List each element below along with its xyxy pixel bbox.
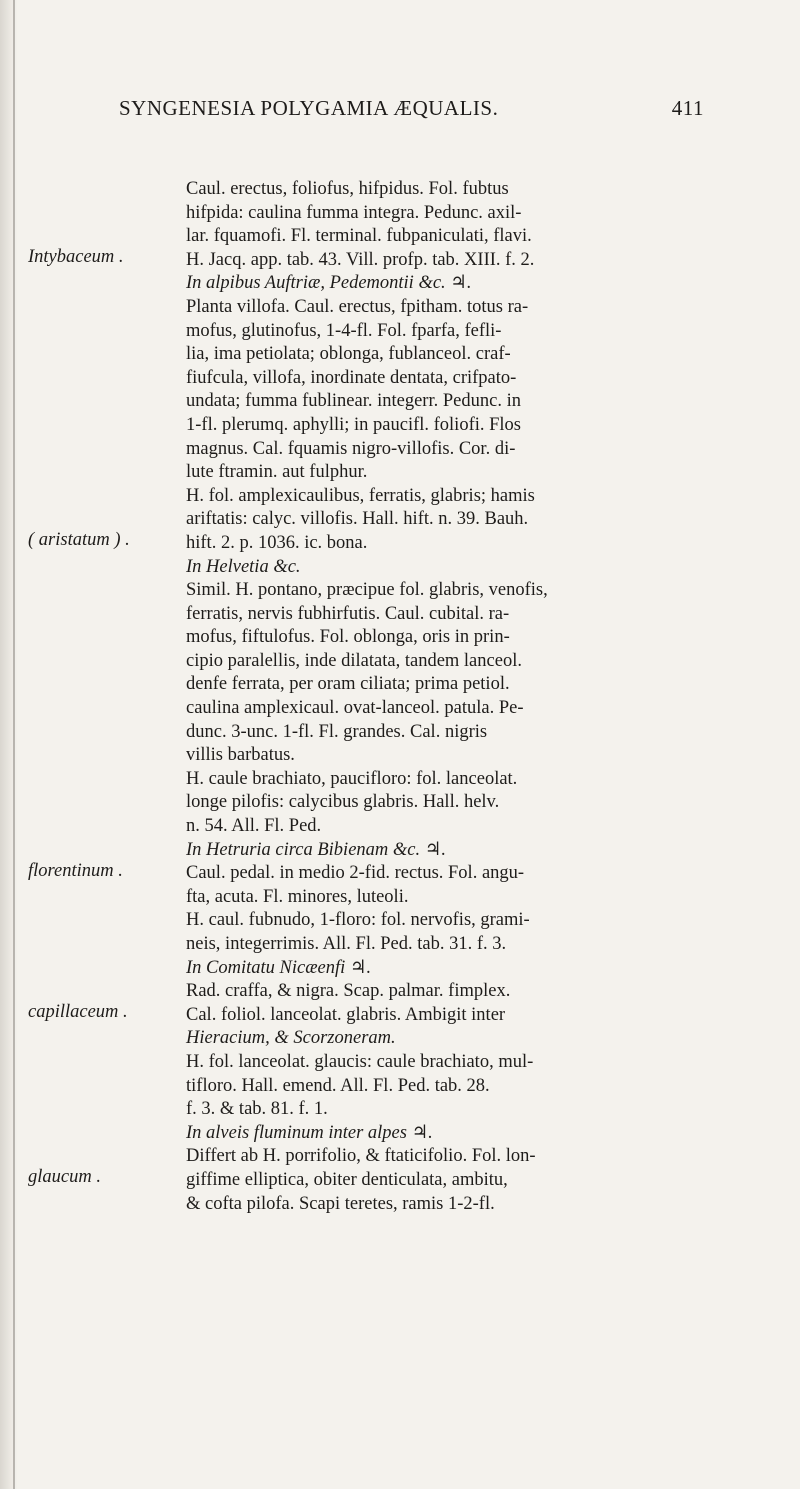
running-header xyxy=(119,92,704,132)
text-line: In Helvetia &c. xyxy=(186,556,301,577)
book-spine-shadow xyxy=(0,0,18,1489)
header-title: SYNGENESIA POLYGAMIA ÆQUALIS. xyxy=(119,96,499,120)
text-line: dunc. 3-unc. 1-fl. Fl. grandes. Cal. nigris xyxy=(186,721,488,742)
text-line: f. 3. & tab. 81. f. 1. xyxy=(186,1099,328,1120)
text-line: denfe ferrata, per oram ciliata; prima petiol. xyxy=(186,674,510,695)
text-line: Hieracium, & Scorzoneram. xyxy=(186,1028,396,1049)
text-line: tifloro. Hall. emend. All. Fl. Ped. tab. 28. xyxy=(186,1075,490,1096)
text-line: magnus. Cal. fquamis nigro-villofis. Cor. di- xyxy=(186,438,516,459)
text-line: fiufcula, villofa, inordinate dentata, crifpato- xyxy=(186,367,517,388)
text-line: H. Jacq. app. tab. 43. Vill. profp. tab. XIII. f. 2. xyxy=(186,249,535,270)
text-line: 1-fl. plerumq. aphylli; in paucifl. foliofi. Flos xyxy=(186,414,522,435)
species-name-capillaceum: capillaceum . xyxy=(28,1002,128,1022)
species-name-glaucum: glaucum . xyxy=(28,1167,101,1187)
text-line: H. caul. fubnudo, 1-floro: fol. nervofis, grami- xyxy=(186,910,530,931)
text-line: In alveis fluminum inter alpes ♃. xyxy=(186,1122,433,1143)
text-line: Differt ab H. porrifolio, & ftaticifolio. Fol. lon- xyxy=(186,1146,536,1167)
text-line: undata; fumma fublinear. integerr. Pedunc. in xyxy=(186,391,521,412)
text-line: hift. 2. p. 1036. ic. bona. xyxy=(186,532,368,553)
page-edge-line xyxy=(13,0,15,1489)
text-line: & cofta pilofa. Scapi teretes, ramis 1-2-fl. xyxy=(186,1193,495,1214)
text-line: villis barbatus. xyxy=(186,745,295,766)
text-line: Caul. pedal. in medio 2-fid. rectus. Fol. angu- xyxy=(186,863,525,884)
text-line: mofus, fiftulofus. Fol. oblonga, oris in prin- xyxy=(186,627,510,648)
body-text xyxy=(186,178,734,1216)
text-line: ferratis, nervis fubhirfutis. Caul. cubital. ra- xyxy=(186,603,510,624)
text-line: lia, ima petiolata; oblonga, fublanceol. craf- xyxy=(186,344,511,365)
text-line: H. fol. amplexicaulibus, ferratis, glabris; hamis xyxy=(186,485,535,506)
species-name-aristatum: ( aristatum ) . xyxy=(28,530,130,550)
text-line: H. caule brachiato, paucifloro: fol. lanceolat. xyxy=(186,768,518,789)
text-line: In Hetruria circa Bibienam &c. ♃. xyxy=(186,839,446,860)
text-line: ariftatis: calyc. villofis. Hall. hift. n. 39. Bauh. xyxy=(186,509,529,530)
page-number: 411 xyxy=(671,96,704,120)
text-line: mofus, glutinofus, 1-4-fl. Fol. fparfa, fefli- xyxy=(186,320,502,341)
text-line: longe pilofis: calycibus glabris. Hall. helv. xyxy=(186,792,500,813)
text-line: Cal. foliol. lanceolat. glabris. Ambigit inter xyxy=(186,1004,506,1025)
text-line: Caul. erectus, foliofus, hifpidus. Fol. fubtus xyxy=(186,179,509,199)
text-line: fta, acuta. Fl. minores, luteoli. xyxy=(186,886,409,907)
text-line: Simil. H. pontano, præcipue fol. glabris, venofis, xyxy=(186,580,548,601)
text-line: Planta villofa. Caul. erectus, fpitham. totus ra- xyxy=(186,296,529,317)
text-line: hifpida: caulina fumma integra. Pedunc. axil- xyxy=(186,202,522,223)
species-name-intybaceum: Intybaceum . xyxy=(28,247,124,267)
text-line: lute ftramin. aut fulphur. xyxy=(186,462,368,483)
text-line: giffime elliptica, obiter denticulata, ambitu, xyxy=(186,1169,508,1190)
text-line: lar. fquamofi. Fl. terminal. fubpaniculati, flavi. xyxy=(186,226,532,247)
text-line: caulina amplexicaul. ovat-lanceol. patula. Pe- xyxy=(186,698,524,719)
species-name-florentinum: florentinum . xyxy=(28,861,123,881)
text-line: H. fol. lanceolat. glaucis: caule brachiato, mul- xyxy=(186,1051,534,1072)
text-line: In Comitatu Nicæenfi ♃. xyxy=(186,957,372,978)
text-line: In alpibus Auftriæ, Pedemontii &c. ♃. xyxy=(186,273,472,294)
text-line: neis, integerrimis. All. Fl. Ped. tab. 31. f. 3. xyxy=(186,934,507,954)
text-line: n. 54. All. Fl. Ped. xyxy=(186,816,322,837)
text-line: cipio paralellis, inde dilatata, tandem lanceol. xyxy=(186,650,522,671)
text-line: Rad. craffa, & nigra. Scap. palmar. fimplex. xyxy=(186,981,511,1002)
